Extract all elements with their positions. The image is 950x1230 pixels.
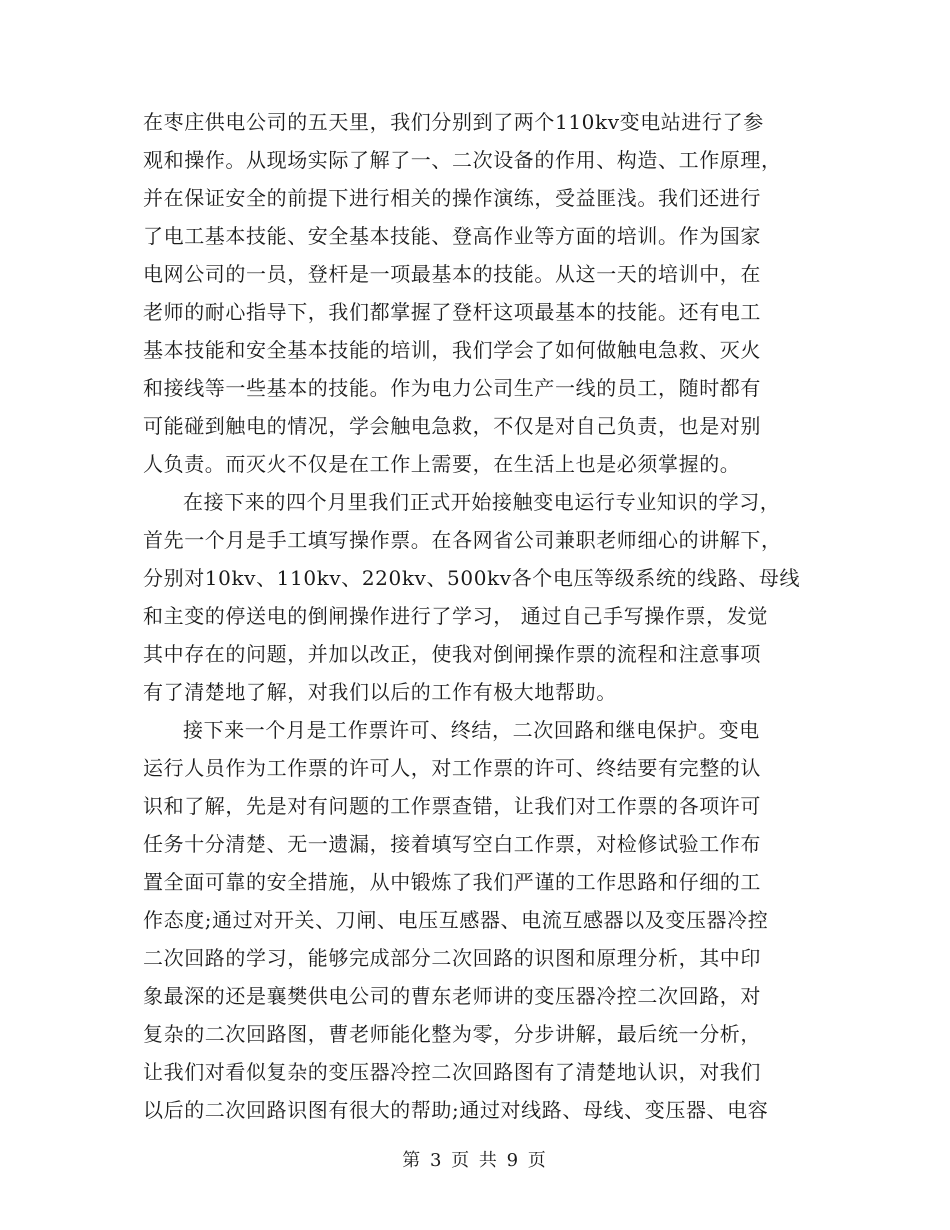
text-line: 运行人员作为工作票的许可人，对工作票的许可、终结要有完整的认 xyxy=(143,756,761,780)
text-line: 分别对10kv、110kv、220kv、500kv各个电压等级系统的线路、母线 xyxy=(143,566,801,590)
text-line: 有了清楚地了解，对我们以后的工作有极大地帮助。 xyxy=(143,680,617,704)
text-line: 识和了解，先是对有问题的工作票查错，让我们对工作票的各项许可 xyxy=(143,794,761,818)
document-body xyxy=(143,103,811,1129)
text-line: 观和操作。从现场实际了解了一、二次设备的作用、构造、工作原理， xyxy=(143,148,782,172)
text-line: 首先一个月是手工填写操作票。在各网省公司兼职老师细心的讲解下， xyxy=(143,528,782,552)
text-line: 作态度;通过对开关、刀闸、电压互感器、电流互感器以及变压器冷控 xyxy=(143,908,769,932)
text-line: 电网公司的一员，登杆是一项最基本的技能。从这一天的培训中，在 xyxy=(143,262,761,286)
text-line: 和接线等一些基本的技能。作为电力公司生产一线的员工，随时都有 xyxy=(143,376,761,400)
paragraph-2 xyxy=(143,483,811,711)
text-line: 并在保证安全的前提下进行相关的操作演练，受益匪浅。我们还进行 xyxy=(143,186,761,210)
text-line: 任务十分清楚、无一遗漏，接着填写空白工作票，对检修试验工作布 xyxy=(143,832,761,856)
paragraph-1 xyxy=(143,103,811,483)
text-line: 其中存在的问题，并加以改正，使我对倒闸操作票的流程和注意事项 xyxy=(143,642,761,666)
text-line: 以后的二次回路识图有很大的帮助;通过对线路、母线、变压器、电容 xyxy=(143,1098,769,1122)
text-line: 二次回路的学习，能够完成部分二次回路的识图和原理分析，其中印 xyxy=(143,946,761,970)
text-line: 置全面可靠的安全措施，从中锻炼了我们严谨的工作思路和仔细的工 xyxy=(143,870,761,894)
text-line: 让我们对看似复杂的变压器冷控二次回路图有了清楚地认识，对我们 xyxy=(143,1060,761,1084)
text-line: 老师的耐心指导下，我们都掌握了登杆这项最基本的技能。还有电工 xyxy=(143,300,761,324)
text-line: 复杂的二次回路图，曹老师能化整为零，分步讲解，最后统一分析， xyxy=(143,1022,761,1046)
text-line: 可能碰到触电的情况，学会触电急救，不仅是对自己负责，也是对别 xyxy=(143,414,761,438)
paragraph-3 xyxy=(143,711,811,1129)
text-line: 和主变的停送电的倒闸操作进行了学习， 通过自己手写操作票，发觉 xyxy=(143,604,768,628)
text-line: 人负责。而灭火不仅是在工作上需要，在生活上也是必须掌握的。 xyxy=(143,452,741,476)
text-line: 象最深的还是襄樊供电公司的曹东老师讲的变压器冷控二次回路，对 xyxy=(143,984,761,1008)
text-line: 了电工基本技能、安全基本技能、登高作业等方面的培训。作为国家 xyxy=(143,224,761,248)
text-line: 接下来一个月是工作票许可、终结，二次回路和继电保护。变电 xyxy=(183,718,760,742)
text-line: 基本技能和安全基本技能的培训，我们学会了如何做触电急救、灭火 xyxy=(143,338,761,362)
text-line: 在接下来的四个月里我们正式开始接触变电运行专业知识的学习， xyxy=(183,490,781,514)
page-number-footer: 第 3 页 共 9 页 xyxy=(402,1150,548,1171)
text-line: 在枣庄供电公司的五天里，我们分别到了两个110kv变电站进行了参 xyxy=(143,110,764,134)
